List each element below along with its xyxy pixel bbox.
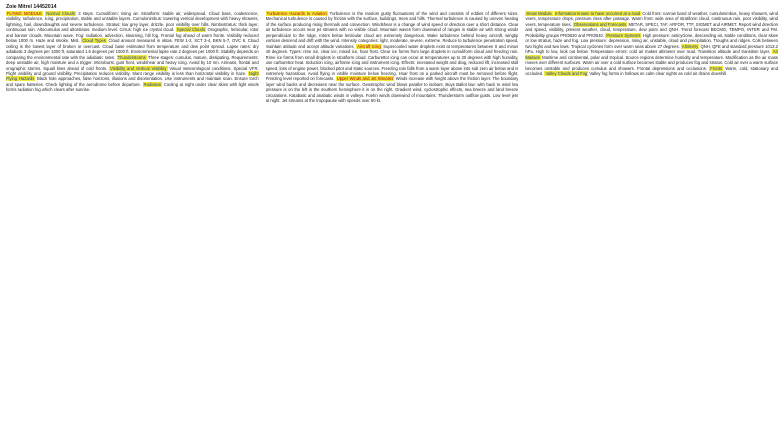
- body-text: Three stages: cumulus, mature, dissipating. Requirements: deep unstable air, high moisture and a trigger. Microburst, gust front, windshear and heavy icing. Avoid by 10 nm. Airmass, frontal and orographic storms. Squall lines ahead of cold fronts.: [6, 54, 259, 71]
- body-text: 3 steps. Cumuliform: rising air. Stratiform: stable air, widespread. Cloud base, coalescence, visibility, turbulence, icing, precipitation, stable and unstable layers. Cumulonimbus: towering vertical development with heavy showers, lightning, hail, downdraughts and severe turbulence. Stratus: low grey layer, drizzle, poor visibility over hills. Nimbostratus: thick layer, continuous rain. Altocumulus and altostratus: medium level. Cirrus: high ice crystal cloud.: [6, 11, 259, 33]
- highlighted-heading: Turbulence Hazards to Aviation: [266, 11, 327, 16]
- body-text: Valley fog forms in hollows on calm clear nights as cold air drains downhill.: [588, 70, 728, 76]
- column-text: [6, 11, 259, 93]
- column-text: [525, 11, 778, 76]
- highlighted-heading: Air Masses: [525, 49, 779, 60]
- column-2: [266, 11, 519, 443]
- body-text: Cooling at night under clear skies with light winds forms radiation fog which clears after sunrise.: [6, 81, 259, 93]
- author-line: Zoie Mitrel 14452014: [6, 4, 57, 10]
- highlighted-heading: Visibility and Vertical Visibility: [110, 65, 167, 71]
- body-text: Supercooled water droplets exist at temperatures between 0 and minus 40 degrees. Types: rime ice, clear ice, mixed ice, hoar frost. Clear ice forms from large droplets in cumuliform cloud and freezing rain. Rime ice forms from small droplets in stratiform cloud. Carburettor icing can occur at temperatures up to 30 degrees with high humidity, use carburettor heat. Induction icing, airframe icing and instrument icing. Effects: increased weight and drag, reduced lift, increased stall speed, loss of engine power, blocked pitot and static sources. Freezing rain falls from a warm layer above into sub zero air below and is extremely hazardous. Avoid flying in visible moisture below freezing. Hoar frost on a parked aircraft must be removed before flight. Freezing level reported on forecasts.: [265, 43, 519, 82]
- body-text: QNH, QFE and standard pressure 1013.2 hPa. High to low, look out below. Temperature errors: cold air makes altimeter over read. Transition altitude and transition layer.: [525, 43, 779, 55]
- highlighted-heading: FLYING MODULE: [7, 11, 42, 16]
- highlighted-heading: Upper Winds and Jet Streams: [336, 76, 394, 82]
- highlighted-heading: Cloud Types: [82, 38, 106, 44]
- highlighted-heading: Radiation: [143, 81, 162, 87]
- column-text: [266, 11, 519, 104]
- highlighted-heading: Special Clouds: [176, 27, 206, 33]
- body-text: High pressure: anticyclone, descending air, stable conditions, clear skies or low stratus, haze and fog. Low pressure: depression, rising air, unstable, cloud and precipitation. Troughs and ridges. Cols between two highs and two lows. Tropical cyclones form over warm seas above 27 degrees.: [525, 32, 779, 49]
- highlighted-heading: Night Flying Hazards: [6, 70, 259, 82]
- highlighted-heading: Altimetry: [681, 43, 699, 49]
- body-text: Orographic, lenticular, rotor and banner clouds. Mountain wave. Fog: radiation, advection, steaming, hill fog. Frontal fog ahead of warm fronts. Visibility reduced below 1000 m. Haze and smoke. Mist.: [6, 27, 259, 44]
- highlighted-heading: Valley Clouds and Fog: [545, 70, 588, 76]
- body-text: Cold front: narrow band of weather, cumulonimbus, heavy showers, wind veers, temperature drops, pressure rises after passage. Warm front: wide area of stratiform cloud, continuous rain, poor visibility, wind veers, temperature rises.: [525, 11, 779, 27]
- body-text: Turbulence is the random gusty fluctuations of the wind and consists of eddies of different sizes. Mechanical turbulence is caused by friction with the surface, buildings, trees and hills. Thermal turbulence is caused by uneven heating of the surface producing rising thermals and convection. Windshear is a change of wind speed or direction over a short distance. Clear air turbulence occurs near jet streams with no visible cloud. Mountain waves form downwind of ranges in stable air with strong winds perpendicular to the ridge, rotors below lenticular cloud are extremely dangerous. Wake turbulence behind heavy aircraft, wingtip vortices descend and drift with the wind. Intensity categories: light, moderate, severe, extreme. Reduce to turbulence penetration speed, maintain attitude and accept altitude variations.: [265, 11, 519, 49]
- highlighted-heading: Observations and Forecasts: [573, 21, 627, 27]
- highlighted-heading: Information known to have occurred at a road: [555, 11, 641, 16]
- body-text: METAR, SPECI, TAF, ARFOR, TTF, SIGMET and AIRMET. Report wind direction and speed, visibility, present weather, cloud, temperature, dew point and QNH. Trend forecast BECMG, TEMPO, INTER and FM. Probability groups PROB30 and PROB40.: [525, 21, 779, 38]
- highlighted-heading: Fronts: [710, 65, 723, 71]
- highlighted-heading: Aircraft Icing: [357, 43, 381, 49]
- text-columns: [6, 11, 778, 443]
- highlighted-heading: Thunderstorms: [117, 54, 146, 60]
- highlighted-heading: Pressure Systems: [606, 32, 641, 38]
- highlighted-heading: Normal Clouds: [46, 11, 75, 16]
- body-text: Black hole approaches, false horizons, illusions and disorientation. Use instruments and maintain scan. Ensure torch and spare batteries. Check lighting of the aerodrome before departure.: [6, 76, 259, 87]
- body-text: Warm, cold, stationary and occluded.: [525, 65, 779, 76]
- body-text: Cloud amount measured in oktas. FEW 1-2, SCT 3-4, BKN 5-7, OVC 8. Cloud ceiling is the lowest layer of broken or overcast. Cloud base estimated from temperature and dew point spread. Lapse rates: dry adiabatic 3 degrees per 1000 ft, saturated 1.5 degrees per 1000 ft. Environmental lapse rate 2 degrees per 1000 ft. Stability depends on comparing the environmental rate with the adiabatic rates.: [6, 38, 259, 60]
- body-text: Visual meteorological conditions. Special VFR. Flight visibility and ground visibility. Precipitation reduces visibility. Slant range visibility is less than horizontal visibility in haze.: [6, 65, 259, 76]
- highlighted-heading: Snow Module: [526, 11, 552, 16]
- column-3: [525, 11, 778, 443]
- column-1: [6, 11, 259, 443]
- body-text: Maritime and continental, polar and tropical. Source regions determine humidity and temperature. Modification as the air mass moves over different surfaces. Warm air over a cold surface becomes stable and produces fog and stratus. Cold air over a warm surface becomes unstable and produces cumulus and showers. Frontal depressions and occlusions.: [525, 54, 779, 71]
- body-text: Winds increase with height above the friction layer. The boundary layer wind backs and decreases near the surface. Geostrophic wind blows parallel to isobars. Buys Ballot law: with back to wind low pressure is on the left in the southern hemisphere it is on the right. Gradient wind, cyclostrophic effects, sea breeze and land breeze circulations. Katabatic and anabatic winds in valleys. Foehn winds downwind of mountains. Thunderstorm outflow gusts. Low level jets at night. Jet streams at the tropopause with speeds over 60 kt.: [265, 76, 519, 104]
